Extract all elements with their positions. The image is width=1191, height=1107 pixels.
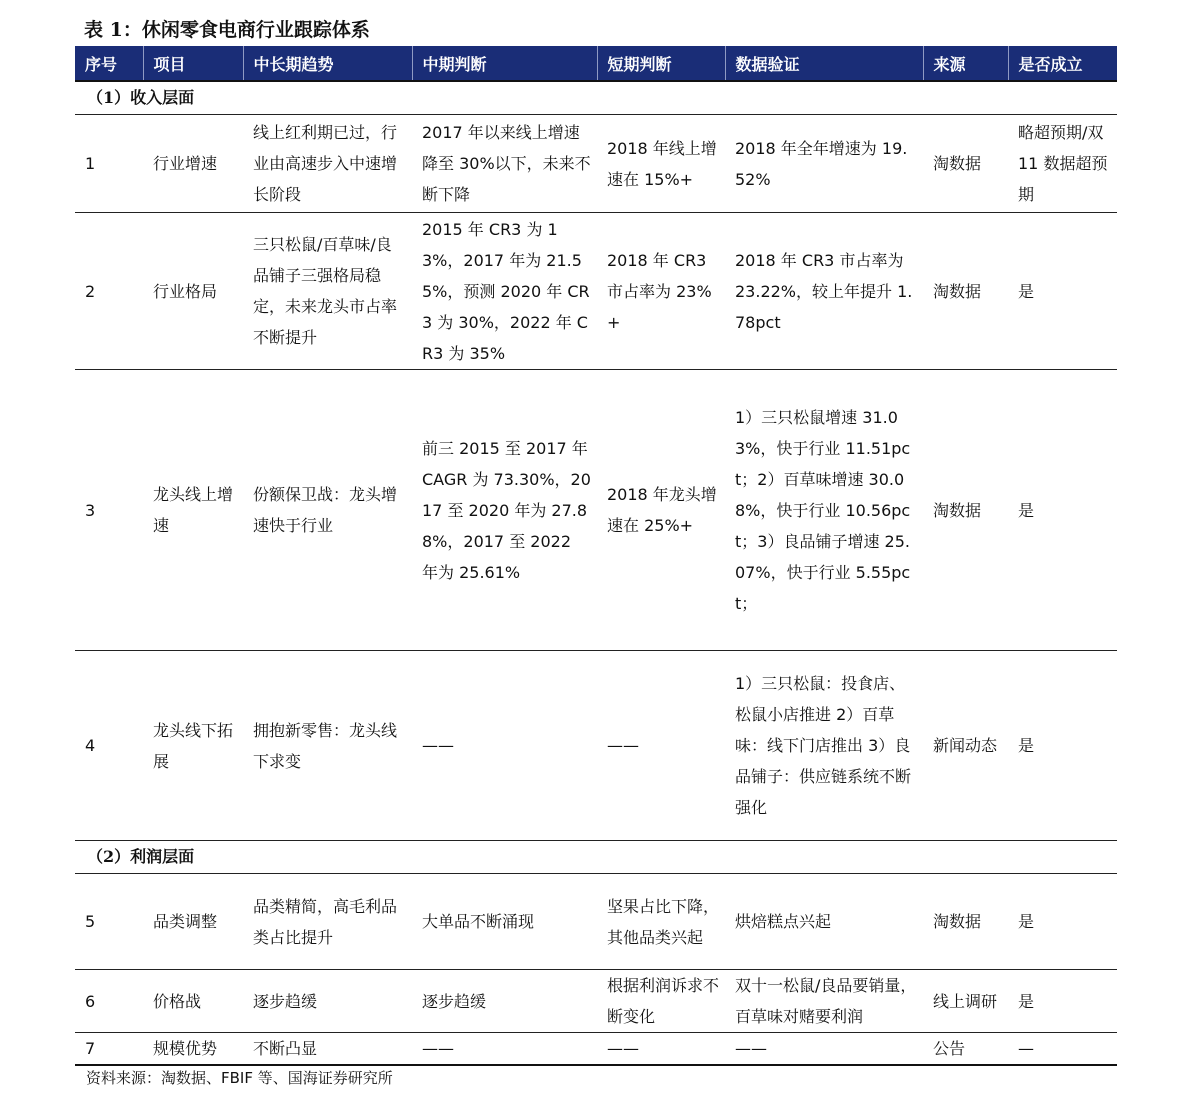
cell-item: 规模优势 xyxy=(143,1033,243,1066)
cell-no: 3 xyxy=(75,370,143,651)
cell-long-term: 品类精简，高毛利品类占比提升 xyxy=(243,874,412,970)
column-header-long-term: 中长期趋势 xyxy=(243,46,412,81)
table-row xyxy=(75,651,1117,841)
cell-short-term: 坚果占比下降，其他品类兴起 xyxy=(597,874,725,970)
cell-source: 新闻动态 xyxy=(923,651,1008,841)
cell-mid-term: 前三 2015 至 2017 年 CAGR 为 73.30%，2017 至 2020 年为 27.88%，2017 至 2022 年为 25.61% xyxy=(412,370,597,651)
column-header-mid-term: 中期判断 xyxy=(412,46,597,81)
table-row xyxy=(75,370,1117,651)
cell-long-term: 份额保卫战：龙头增速快于行业 xyxy=(243,370,412,651)
cell-item: 龙头线上增速 xyxy=(143,370,243,651)
table-row xyxy=(75,1033,1117,1066)
tracking-table xyxy=(75,46,1117,1066)
table-row xyxy=(75,213,1117,370)
column-header-item: 项目 xyxy=(143,46,243,81)
column-header-valid: 是否成立 xyxy=(1008,46,1117,81)
cell-valid: 是 xyxy=(1008,874,1117,970)
cell-data-check: —— xyxy=(725,1033,923,1066)
cell-valid: — xyxy=(1008,1033,1117,1066)
section-row-profit xyxy=(75,841,1117,874)
table-row xyxy=(75,874,1117,970)
cell-valid: 是 xyxy=(1008,651,1117,841)
cell-short-term: 2018 年龙头增速在 25%+ xyxy=(597,370,725,651)
cell-long-term: 拥抱新零售：龙头线下求变 xyxy=(243,651,412,841)
cell-source: 淘数据 xyxy=(923,213,1008,370)
section-label: （1）收入层面 xyxy=(75,81,1117,115)
column-header-source: 来源 xyxy=(923,46,1008,81)
cell-valid: 是 xyxy=(1008,213,1117,370)
section-label: （2）利润层面 xyxy=(75,841,1117,874)
cell-source: 线上调研 xyxy=(923,970,1008,1033)
cell-short-term: —— xyxy=(597,1033,725,1066)
cell-item: 品类调整 xyxy=(143,874,243,970)
table-row xyxy=(75,970,1117,1033)
cell-data-check: 烘焙糕点兴起 xyxy=(725,874,923,970)
column-header-no: 序号 xyxy=(75,46,143,81)
cell-no: 4 xyxy=(75,651,143,841)
cell-data-check: 双十一松鼠/良品要销量，百草味对赌要利润 xyxy=(725,970,923,1033)
cell-item: 龙头线下拓展 xyxy=(143,651,243,841)
cell-item: 行业增速 xyxy=(143,115,243,213)
cell-mid-term: —— xyxy=(412,651,597,841)
source-note: 资料来源：淘数据、FBIF 等、国海证券研究所 xyxy=(86,1069,393,1087)
cell-no: 2 xyxy=(75,213,143,370)
table-title: 表 1：休闲零食电商行业跟踪体系 xyxy=(84,19,370,41)
cell-item: 行业格局 xyxy=(143,213,243,370)
cell-short-term: —— xyxy=(597,651,725,841)
cell-data-check: 2018 年全年增速为 19.52% xyxy=(725,115,923,213)
cell-mid-term: —— xyxy=(412,1033,597,1066)
cell-long-term: 逐步趋缓 xyxy=(243,970,412,1033)
section-row-revenue xyxy=(75,81,1117,115)
cell-no: 6 xyxy=(75,970,143,1033)
cell-short-term: 2018 年 CR3 市占率为 23%+ xyxy=(597,213,725,370)
cell-mid-term: 2017 年以来线上增速降至 30%以下，未来不断下降 xyxy=(412,115,597,213)
cell-no: 1 xyxy=(75,115,143,213)
column-header-short-term: 短期判断 xyxy=(597,46,725,81)
cell-short-term: 2018 年线上增速在 15%+ xyxy=(597,115,725,213)
cell-no: 7 xyxy=(75,1033,143,1066)
cell-valid: 是 xyxy=(1008,970,1117,1033)
cell-no: 5 xyxy=(75,874,143,970)
cell-short-term: 根据利润诉求不断变化 xyxy=(597,970,725,1033)
cell-mid-term: 2015 年 CR3 为 13%，2017 年为 21.55%，预测 2020 年 CR3 为 30%，2022 年 CR3 为 35% xyxy=(412,213,597,370)
table-header-row xyxy=(75,46,1117,81)
cell-long-term: 不断凸显 xyxy=(243,1033,412,1066)
cell-source: 淘数据 xyxy=(923,115,1008,213)
cell-item: 价格战 xyxy=(143,970,243,1033)
cell-long-term: 线上红利期已过，行业由高速步入中速增长阶段 xyxy=(243,115,412,213)
cell-source: 淘数据 xyxy=(923,370,1008,651)
cell-long-term: 三只松鼠/百草味/良品铺子三强格局稳定，未来龙头市占率不断提升 xyxy=(243,213,412,370)
cell-data-check: 2018 年 CR3 市占率为 23.22%，较上年提升 1. 78pct xyxy=(725,213,923,370)
cell-data-check: 1）三只松鼠：投食店、松鼠小店推进 2）百草味：线下门店推出 3）良品铺子：供应链系统不断强化 xyxy=(725,651,923,841)
cell-source: 淘数据 xyxy=(923,874,1008,970)
cell-valid: 是 xyxy=(1008,370,1117,651)
cell-valid: 略超预期/双 11 数据超预期 xyxy=(1008,115,1117,213)
cell-mid-term: 大单品不断涌现 xyxy=(412,874,597,970)
column-header-data-check: 数据验证 xyxy=(725,46,923,81)
cell-mid-term: 逐步趋缓 xyxy=(412,970,597,1033)
cell-source: 公告 xyxy=(923,1033,1008,1066)
cell-data-check: 1）三只松鼠增速 31.03%，快于行业 11.51pct；2）百草味增速 30.08%，快于行业 10.56pct；3）良品铺子增速 25.07%，快于行业 5.55pct； xyxy=(725,370,923,651)
table-row xyxy=(75,115,1117,213)
